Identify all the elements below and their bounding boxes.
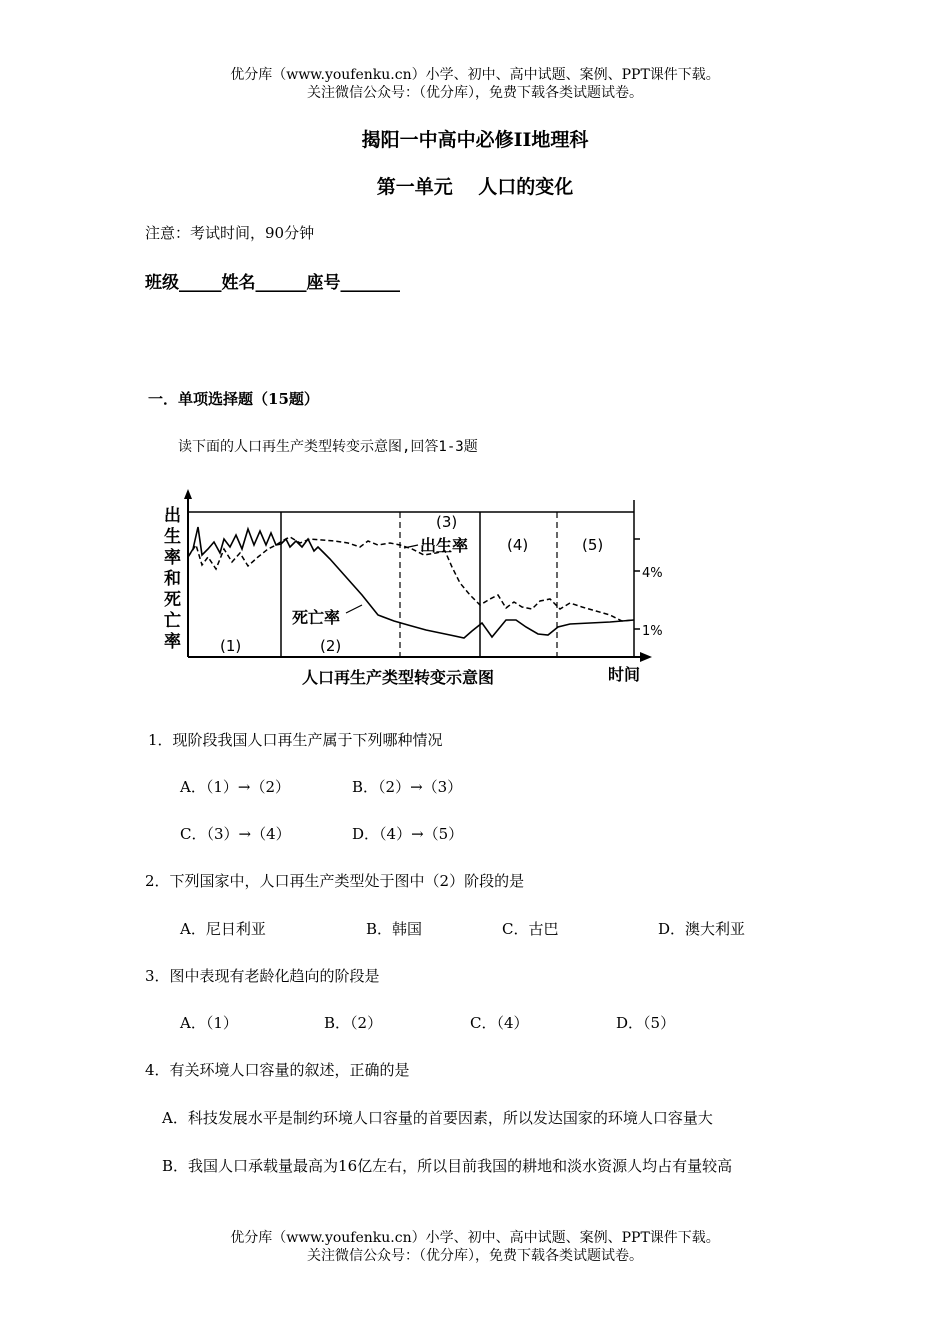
death-rate-label: 死亡率 <box>292 608 341 627</box>
y-label-char: 出 <box>164 506 181 526</box>
question-1-stem: 1．现阶段我国人口再生产属于下列哪种情况 <box>148 731 443 749</box>
tick-label-4pct: 4% <box>642 566 663 581</box>
death-rate-pointer <box>346 605 362 613</box>
question-3-option-a[interactable]: A．（1） <box>180 1014 238 1032</box>
y-axis-label <box>164 505 181 652</box>
footer-line-2: 关注微信公众号：（优分库），免费下载各类试题试卷。 <box>307 1248 643 1264</box>
question-2-option-b[interactable]: B．韩国 <box>366 920 423 938</box>
question-1-option-d[interactable]: D．（4）→（5） <box>352 825 464 843</box>
stage-label-5: (5) <box>582 536 604 554</box>
y-label-char: 率 <box>164 548 181 568</box>
y-label-char: 亡 <box>164 611 181 631</box>
stage-label-3: (3) <box>436 513 458 531</box>
stage-label-1: (1) <box>220 637 242 655</box>
tick-label-1pct: 1% <box>642 624 663 639</box>
birth-rate-label: 出生率 <box>420 536 469 555</box>
question-1-option-c[interactable]: C．（3）→（4） <box>180 825 291 843</box>
x-axis-arrow <box>640 652 652 662</box>
question-3-stem: 3．图中表现有老龄化趋向的阶段是 <box>145 967 380 985</box>
y-label-char: 死 <box>164 590 181 610</box>
question-3-option-c[interactable]: C．（4） <box>470 1014 529 1032</box>
y-label-char: 和 <box>164 569 181 589</box>
unit-title: 第一单元 人口的变化 <box>376 176 574 198</box>
question-2-stem: 2．下列国家中，人口再生产类型处于图中（2）阶段的是 <box>145 872 525 890</box>
y-label-char: 率 <box>164 632 181 652</box>
header-line-2: 关注微信公众号：（优分库），免费下载各类试题试卷。 <box>307 85 643 101</box>
section-heading: 一．单项选择题（15题） <box>148 390 319 408</box>
x-axis-label: 时间 <box>608 665 641 684</box>
student-info-line: 班级_____姓名______座号_______ <box>145 273 400 293</box>
population-transition-figure <box>150 487 675 697</box>
exam-title: 揭阳一中高中必修II地理科 <box>361 129 589 151</box>
birth-rate-line <box>188 537 634 621</box>
stage-label-4: (4) <box>507 536 529 554</box>
question-4-option-b[interactable]: B．我国人口承载量最高为16亿左右，所以目前我国的耕地和淡水资源人均占有量较高 <box>162 1157 733 1175</box>
footer-line-1: 优分库（www.youfenku.cn）小学、初中、高中试题、案例、PPT课件下载。 <box>230 1230 720 1246</box>
question-1-option-b[interactable]: B．（2）→（3） <box>352 778 463 796</box>
question-4-option-a[interactable]: A．科技发展水平是制约环境人口容量的首要因素，所以发达国家的环境人口容量大 <box>162 1109 713 1127</box>
question-2-option-c[interactable]: C．古巴 <box>502 920 559 938</box>
death-rate-line <box>188 527 634 638</box>
y-label-char: 生 <box>164 527 181 547</box>
question-3-option-b[interactable]: B．（2） <box>324 1014 383 1032</box>
y-axis-arrow <box>184 489 192 499</box>
figure-intro: 读下面的人口再生产类型转变示意图,回答1-3题 <box>178 439 478 455</box>
stage-label-2: (2) <box>320 637 342 655</box>
header-line-1: 优分库（www.youfenku.cn）小学、初中、高中试题、案例、PPT课件下载。 <box>230 67 720 83</box>
question-4-stem: 4．有关环境人口容量的叙述，正确的是 <box>145 1061 410 1079</box>
exam-notice: 注意：考试时间，90分钟 <box>145 224 315 242</box>
question-3-option-d[interactable]: D．（5） <box>616 1014 676 1032</box>
question-2-option-d[interactable]: D．澳大利亚 <box>658 920 746 938</box>
figure-caption: 人口再生产类型转变示意图 <box>302 668 495 687</box>
question-1-option-a[interactable]: A．（1）→（2） <box>180 778 290 796</box>
question-2-option-a[interactable]: A．尼日利亚 <box>180 920 266 938</box>
